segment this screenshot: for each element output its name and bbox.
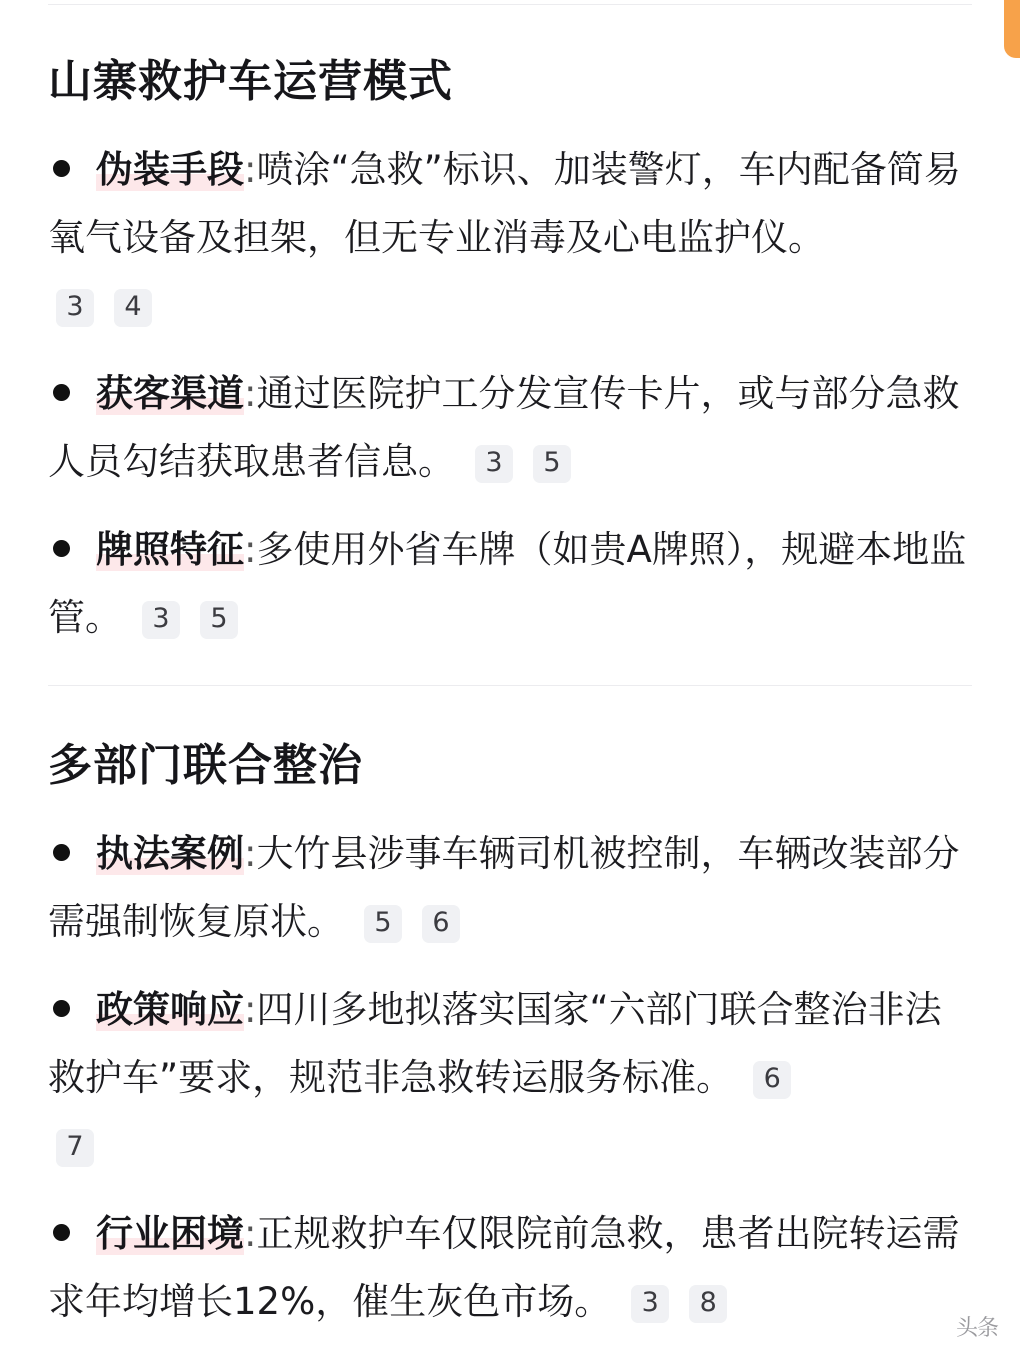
item-colon: :	[244, 148, 257, 191]
bullet-list	[48, 820, 972, 1336]
item-colon: :	[244, 372, 257, 415]
top-divider	[48, 4, 972, 5]
citation-badge[interactable]: 6	[422, 905, 460, 943]
item-colon: :	[244, 1212, 257, 1255]
list-item	[48, 136, 972, 340]
watermark-logo: 头条	[955, 1316, 998, 1341]
bullet-dot-icon	[53, 844, 70, 861]
citation-badge[interactable]: 6	[753, 1061, 791, 1099]
citation-badge[interactable]: 3	[631, 1285, 669, 1323]
section-operating-mode	[48, 52, 972, 672]
section-divider	[48, 685, 972, 686]
list-item	[48, 820, 972, 956]
citation-badge[interactable]: 5	[200, 601, 238, 639]
bullet-dot-icon	[53, 1224, 70, 1241]
bullet-dot-icon	[53, 160, 70, 177]
item-colon: :	[244, 528, 257, 571]
item-text: 多使用外省车牌（如贵A牌照），规避本地监管。	[48, 528, 967, 639]
citation-badge[interactable]: 5	[364, 905, 402, 943]
bullet-dot-icon	[53, 540, 70, 557]
item-term: 行业困境	[96, 1212, 244, 1255]
item-text: 喷涂“急救”标识、加装警灯，车内配备简易氧气设备及担架，但无专业消毒及心电监护仪。	[48, 148, 961, 259]
item-colon: :	[244, 832, 257, 875]
item-term: 获客渠道	[96, 372, 244, 415]
scroll-indicator[interactable]	[1004, 0, 1020, 58]
section-title: 多部门联合整治	[48, 740, 363, 791]
bullet-dot-icon	[53, 384, 70, 401]
item-text: 四川多地拟落实国家“六部门联合整治非法救护车”要求，规范非急救转运服务标准。	[48, 988, 942, 1099]
section-title: 山寨救护车运营模式	[48, 56, 453, 107]
item-term: 伪装手段	[96, 148, 244, 191]
item-term: 政策响应	[96, 988, 244, 1031]
item-text: 大竹县涉事车辆司机被控制，车辆改装部分需强制恢复原状。	[48, 832, 960, 943]
bullet-dot-icon	[53, 1000, 70, 1017]
list-item	[48, 976, 972, 1180]
item-term: 执法案例	[96, 832, 244, 875]
citation-badge[interactable]: 4	[114, 289, 152, 327]
section-joint-rectification	[48, 736, 972, 1356]
citation-badge[interactable]: 3	[475, 445, 513, 483]
citation-badge[interactable]: 7	[56, 1129, 94, 1167]
list-item	[48, 516, 972, 652]
citation-badge[interactable]: 3	[142, 601, 180, 639]
citation-badge[interactable]: 3	[56, 289, 94, 327]
list-item	[48, 1200, 972, 1336]
item-text: 正规救护车仅限院前急救，患者出院转运需求年均增长12%，催生灰色市场。	[48, 1212, 960, 1323]
item-term: 牌照特征	[96, 528, 244, 571]
item-text: 通过医院护工分发宣传卡片，或与部分急救人员勾结获取患者信息。	[48, 372, 960, 483]
bullet-list	[48, 136, 972, 652]
citation-badge[interactable]: 8	[689, 1285, 727, 1323]
list-item	[48, 360, 972, 496]
citation-badge[interactable]: 5	[533, 445, 571, 483]
item-colon: :	[244, 988, 257, 1031]
